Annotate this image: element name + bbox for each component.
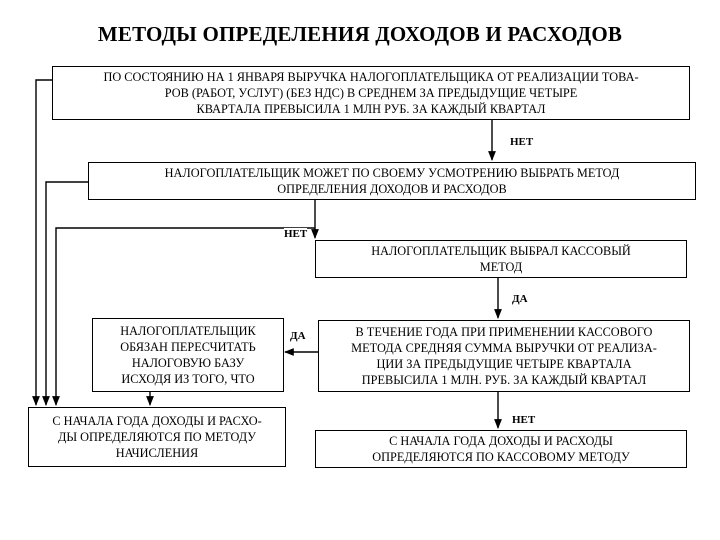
box-recalc: НАЛОГОПЛАТЕЛЬЩИК ОБЯЗАН ПЕРЕСЧИТАТЬ НАЛОГОВУЮ БАЗУ ИСХОДЯ ИЗ ТОГО, ЧТО (92, 318, 284, 392)
label-yes-1: ДА (512, 293, 528, 305)
label-no-3: НЕТ (512, 414, 536, 426)
label-no-2: НЕТ (284, 228, 308, 240)
arrow-choose-to-accrual (46, 182, 88, 405)
arrow-condition-to-accrual (36, 80, 52, 405)
box-choose-method: НАЛОГОПЛАТЕЛЬЩИК МОЖЕТ ПО СВОЕМУ УСМОТРЕНИЮ ВЫБРАТЬ МЕТОД ОПРЕДЕЛЕНИЯ ДОХОДОВ И РАСХОДОВ (88, 162, 696, 200)
box-condition: ПО СОСТОЯНИЮ НА 1 ЯНВАРЯ ВЫРУЧКА НАЛОГОПЛАТЕЛЬЩИКА ОТ РЕАЛИЗАЦИИ ТОВА- РОВ (РАБОТ, УСЛУГ) (БЕЗ НДС) В СРЕДНЕМ ЗА ПРЕДЫДУЩИЕ ЧЕТЫРЕ КВАРТАЛА ПРЕВЫСИЛА 1 МЛН РУБ. ЗА КАЖДЫЙ КВАРТАЛ (52, 66, 690, 120)
box-cash-method: С НАЧАЛА ГОДА ДОХОДЫ И РАСХОДЫ ОПРЕДЕЛЯЮТСЯ ПО КАССОВОМУ МЕТОДУ (315, 430, 687, 468)
box-year-condition: В ТЕЧЕНИЕ ГОДА ПРИ ПРИМЕНЕНИИ КАССОВОГО МЕТОДА СРЕДНЯЯ СУММА ВЫРУЧКИ ОТ РЕАЛИЗА- ЦИИ ЗА ПРЕДЫДУЩИЕ ЧЕТЫРЕ КВАРТАЛА ПРЕВЫСИЛА 1 МЛН. РУБ. ЗА КАЖДЫЙ КВАРТАЛ (318, 320, 690, 392)
box-accrual-method: С НАЧАЛА ГОДА ДОХОДЫ И РАСХО- ДЫ ОПРЕДЕЛЯЮТСЯ ПО МЕТОДУ НАЧИСЛЕНИЯ (28, 407, 286, 467)
page-title: МЕТОДЫ ОПРЕДЕЛЕНИЯ ДОХОДОВ И РАСХОДОВ (97, 22, 623, 46)
label-no-1: НЕТ (510, 136, 534, 148)
box-chose-cash-method: НАЛОГОПЛАТЕЛЬЩИК ВЫБРАЛ КАССОВЫЙ МЕТОД (315, 240, 687, 278)
label-yes-2: ДА (290, 330, 306, 342)
